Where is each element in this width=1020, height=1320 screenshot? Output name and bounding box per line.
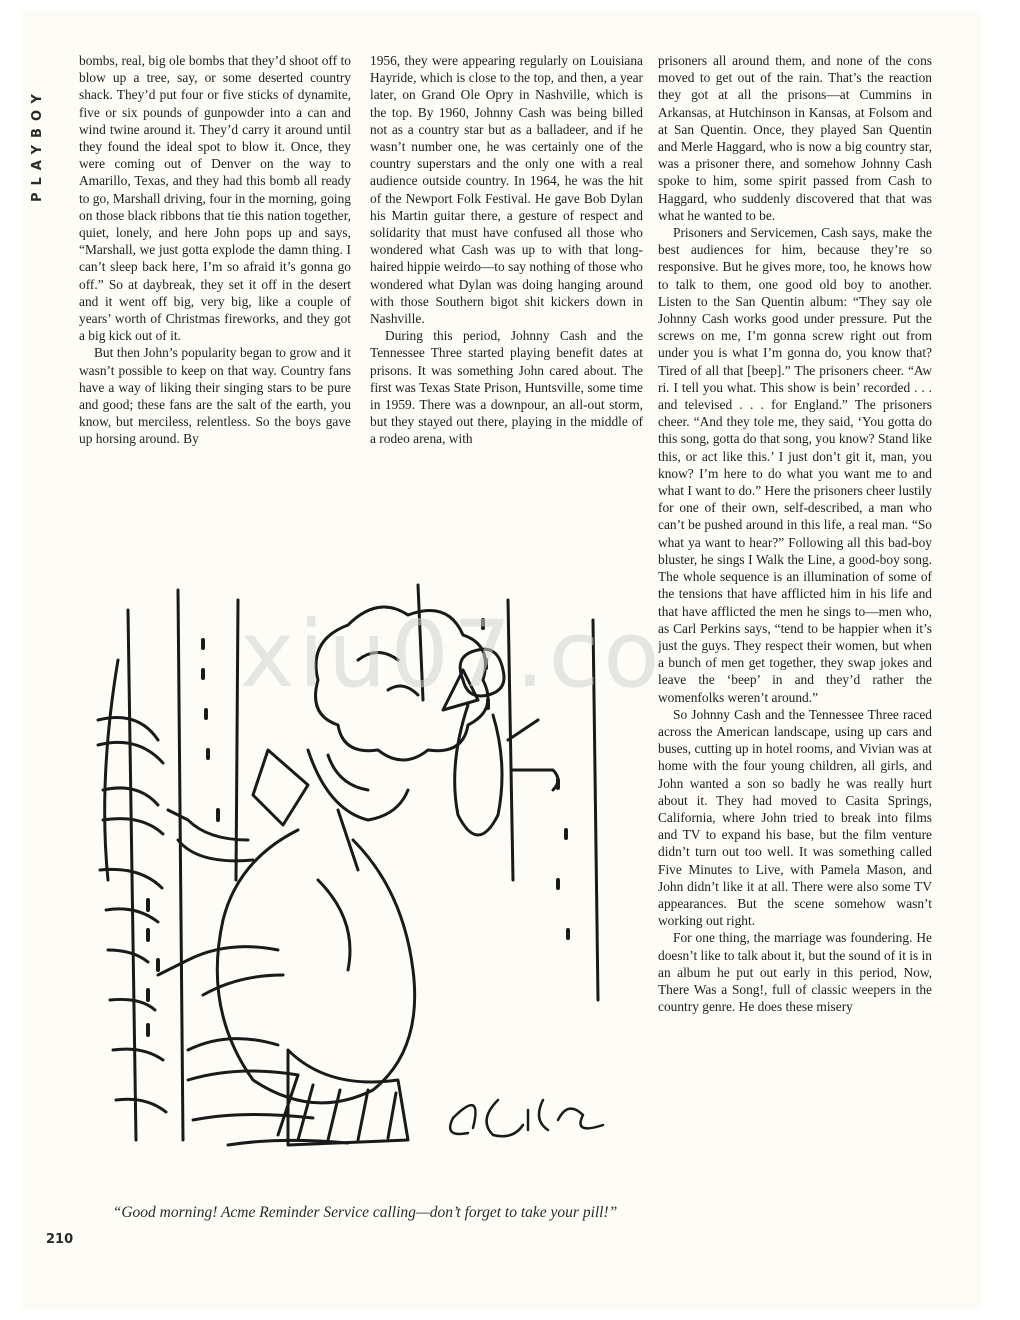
- text-column-1: [79, 52, 351, 542]
- paragraph: 1956, they were appearing regularly on Louisiana Hayride, which is close to the top, and then, a year later, on Grand Ole Opry in Nashville, which is the top. By 1960, Johnny Cash was being billed not as a country star but as a balladeer, and if he wasn’t number one, he was certainly one of the country superstars and the only one with a real audience outside country. In 1964, he was the hit of the Newport Folk Festival. He gave Bob Dylan his Martin guitar there, a gesture of respect and solidarity that must have confused all those who wondered what Cash was up to with that long-haired hippie weirdo—to say nothing of those who wondered what Dylan was doing hanging around with those Southern bigot shit kickers down in Nashville.: [370, 53, 643, 327]
- paragraph: But then John’s popularity began to grow and it wasn’t possible to keep on that way. Country fans have a way of liking their singing stars to be pure and good; these fans are the salt of the earth, you know, but merciless, relentless. So the boys gave up horsing around. By: [79, 345, 351, 447]
- text-column-3: [658, 52, 932, 1252]
- running-head: PLAYBOY: [30, 87, 45, 202]
- paragraph: prisoners all around them, and none of the cons moved to get out of the rain. That’s the reaction they got at all the prisons—at Cummins in Arkansas, at Hutchinson in Kansas, at Folsom and at San Quentin. Once, they played San Quentin and Merle Haggard, who is now a big country star, was a prisoner there, and somehow Johnny Cash spoke to him, some spirit passed from Cash to Haggard, who suddenly discovered that that was what he wanted to be.: [658, 53, 932, 223]
- paragraph: So Johnny Cash and the Tennessee Three raced across the American landscape, using up cars and buses, cutting up in hotel rooms, and Vivian was at home with the four young children, all girls, and John wanted a son so badly he was really hurt about it. They had moved to Casita Springs, California, where John tried to break into films and TV to expand his base, but the film venture didn’t turn out too well. It was something called Five Minutes to Live, with Pamela Mason, and John didn’t like it at all. There were also some TV appearances. But the scene somehow wasn’t working out right.: [658, 706, 932, 929]
- cartoon-caption: “Good morning! Acme Reminder Service calling—don’t forget to take your pill!”: [112, 1204, 618, 1221]
- page-number: 210: [46, 1232, 74, 1247]
- watermark: xiu07.co: [240, 601, 664, 708]
- paragraph: Prisoners and Servicemen, Cash says, make the best audiences for him, because they’re so responsive. But he gives more, too, he knows how to talk to them, one good old boy to another. Listen to the San Quentin album: “They say ole Johnny Cash works good under pressure. Put the screws on me, I’m gonna screw right out from under you is what I’m gonna do, you know that? Tired of all that [beep].” The prisoners cheer. “Aw ri. I tell you what. This show is bein’ recorded . . . and televised . . . for England.” The prisoners cheer. “And they tole me, they said, ‘You gotta do this song, gotta do that song, you know? Stand like this, or act like this.’ I just don’t git it, man, you know? I’m here to do what you want me to and what I want to do.” Here the prisoners cheer lustily for one of their own, self-described, a man who can’t be pushed around in this life, a real man. “So what ya want to hear?” Following all this bad-boy bluster, he sings I Walk the Line, a good-boy song. The whole sequence is an illumination of some of the tensions that have afflicted him in his life and that have afflicted the men he sings to—men who, as Carl Perkins says, “tend to be happier when it’s just the guys. They respect their women, but when a bunch of men get together, they swap jokes and leave the ‘beep’ in and they’d rather the womenfolks weren’t around.”: [658, 225, 932, 705]
- paragraph: During this period, Johnny Cash and the Tennessee Three started playing benefit dates at prisons. It was something John cared about. The first was Texas State Prison, Huntsville, some time in 1959. There was a downpour, an all-out storm, but they stayed out there, playing in the middle of a rodeo arena, with: [370, 328, 643, 447]
- paragraph: For one thing, the marriage was foundering. He doesn’t like to talk about it, but the sound of it is in an album he put out early in this period, Now, There Was a Song!, full of classic weepers in the country genre. He does these misery: [658, 930, 932, 1015]
- text-column-2: [370, 52, 643, 542]
- switchboard-operator-cartoon: [88, 580, 633, 1178]
- paragraph: bombs, real, big ole bombs that they’d shoot off to blow up a tree, say, or some deserted country shack. They’d put four or five sticks of dynamite, five or six pounds of gunpowder into a can and wind twine around it. They’d carry it around until they found the ideal spot to blow it. Once, they were coming out of Denver on the way to Amarillo, Texas, and they had this bomb all ready to go, Marshall driving, four in the morning, going on those black ribbons that tie this nation together, quiet, lonely, and here John pops up and says, “Marshall, we just gotta explode the damn thing. I can’t sleep back here, I’m so afraid it’s gonna go off.” So at daybreak, they set it off in the desert and it went off big, very big, like a couple of years’ worth of Christmas fireworks, and they got a big kick out of it.: [79, 53, 351, 344]
